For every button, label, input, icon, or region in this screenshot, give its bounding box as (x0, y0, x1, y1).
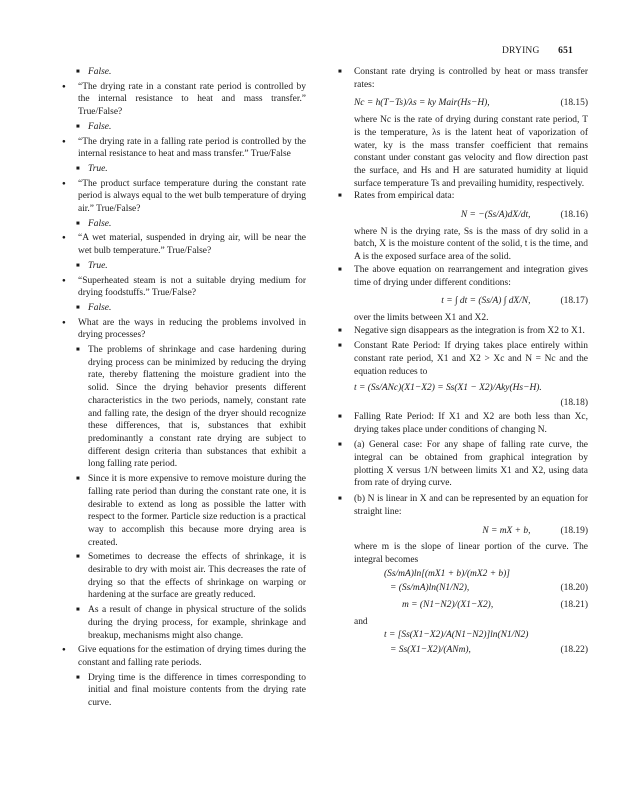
paragraph: over the limits between X1 and X2. (354, 312, 489, 323)
equation-text: t = ∫ dt = (Ss/A) ∫ dX/N, (441, 296, 531, 307)
right-column (341, 66, 588, 658)
equation-18-15 (354, 94, 588, 114)
equation-number: (18.19) (560, 525, 588, 536)
equation-number: (18.22) (560, 645, 588, 656)
equation-text: Nc = h(T−Ts)/λs = ky Mair(Hs−H), (354, 98, 490, 109)
bullet-item: ■ Negative sign disappears as the integration is from X2 to X1. (338, 325, 588, 338)
question: ● What are the ways in reducing the problems involved in drying processes? (62, 317, 306, 342)
question: ● “The drying rate in a falling rate period is controlled by the internal resistance to heat and mass transfer.” True/False (62, 136, 306, 161)
page-header (502, 46, 573, 56)
equation-number: (18.16) (560, 210, 588, 221)
answer: ■ False. (76, 302, 306, 315)
equation-18-20 (354, 581, 588, 596)
question: ● “A wet material, suspended in drying air, will be near the wet bulb temperature.” True/False? (62, 232, 306, 257)
equation-text: = Ss(X1−X2)/(ANm), (390, 645, 471, 656)
bullet-item: ■ (b) N is linear in X and can be represented by an equation for straight line: (338, 493, 588, 518)
equation-18-16 (354, 206, 588, 226)
question: ● “The drying rate in a constant rate period is controlled by the internal resistance to heat and mass transfer.” True/False? (62, 81, 306, 119)
equation-18-19 (354, 522, 588, 542)
bullet-item: ■ Rates from empirical data: (338, 190, 588, 203)
bullet-item: ■ Falling Rate Period: If X1 and X2 are both less than Xc, drying takes place under conditions of changing N. (338, 411, 588, 436)
section-title: DRYING (501, 46, 540, 56)
equation-18-18-number (354, 396, 588, 411)
equation-number: (18.15) (560, 98, 588, 109)
equation-number: (18.18) (560, 398, 588, 409)
page-number: 651 (558, 46, 573, 56)
bullet-item: ■ Constant rate drying is controlled by heat or mass transfer rates: (338, 66, 588, 91)
bullet-item: ■ (a) General case: For any shape of falling rate curve, the integral can be obtained from graphical integration by plotting X versus 1/N between limits X1 and X2, using data from rate of drying curve. (338, 439, 588, 490)
equation-text: t = (Ss/ANc)(X1−X2) = Ss(X1 − X2)/Aky(Hs−H). (354, 383, 542, 394)
equation-18-22-line1 (354, 628, 588, 643)
equation-text: m = (N1−N2)/(X1−X2), (402, 600, 494, 611)
equation-18-18 (354, 381, 588, 396)
answer: ■ True. (76, 260, 306, 273)
connector-text: and (354, 616, 368, 627)
question: ● Give equations for the estimation of drying times during the constant and falling rate periods. (62, 644, 306, 669)
answer: ■ Drying time is the difference in times corresponding to initial and final moisture contents from the drying rate curve. (76, 672, 306, 710)
answer: ■ False. (76, 66, 306, 79)
equation-text: (Ss/mA)ln[(mX1 + b)/(mX2 + b)] (384, 568, 510, 579)
answer: ■ False. (76, 218, 306, 231)
answer: ■ True. (76, 163, 306, 176)
equation-18-20-line1 (354, 567, 588, 582)
answer: ■ Sometimes to decrease the effects of shrinkage, it is desirable to dry with moist air. This decreases the rate of drying so that the effects of shrinkage on warping or hardening at the surface are greatly reduced. (76, 551, 306, 602)
equation-number: (18.20) (560, 583, 588, 594)
answer: ■ False. (76, 121, 306, 134)
answer: ■ The problems of shrinkage and case hardening during drying process can be minimized by reducing the drying rate, thereby flattening the moisture gradient into the solid. Since the drying behavior presents different characteristics in the two periods, namely, constant rate and falling rate, the design of the dryer should recognize these differences, that is, substances that exhibit predominantly a constant rate drying are subject to different design criteria than substances that exhibit a long falling rate period. (76, 344, 306, 471)
equation-text: = (Ss/mA)ln(N1/N2), (390, 583, 470, 594)
answer: ■ As a result of change in physical structure of the solids during the drying process, for example, shrinkage and breakup, mechanisms might also change. (76, 604, 306, 642)
bullet-item: ■ Constant Rate Period: If drying takes place entirely within constant rate period, X1 and X2 > Xc and N = Nc and the equation reduces to (338, 340, 588, 378)
equation-number: (18.17) (560, 296, 588, 307)
equation-text: N = mX + b, (482, 525, 531, 536)
equation-text: t = [Ss(X1−X2)/A(N1−N2)]ln(N1/N2) (384, 630, 529, 641)
paragraph: where N is the drying rate, Ss is the mass of dry solid in a batch, X is the moisture content of the solid, t is the time, and A is the exposed surface area of the solid. (354, 226, 588, 263)
answer: ■ Since it is more expensive to remove moisture during the falling rate period than during the constant rate one, it is desirable to extend as long as possible the latter with respect to the former. Particle size reduction is a practical way to accomplish this because more drying area is created. (76, 473, 306, 549)
equation-18-17 (354, 292, 588, 312)
question: ● “The product surface temperature during the constant rate period is always equal to the wet bulb temperature of drying air.” True/False? (62, 178, 306, 216)
equation-number: (18.21) (560, 600, 588, 611)
left-column (62, 66, 306, 712)
equation-text: N = −(Ss/A)dX/dt, (460, 210, 531, 221)
equation-18-22 (354, 643, 588, 658)
equation-18-21 (354, 596, 588, 616)
paragraph: where m is the slope of linear portion of the curve. The integral becomes (354, 542, 588, 565)
paragraph: where Nc is the rate of drying during constant rate period, T is the temperature, λs is the latent heat of vaporization of water, ky is the mass transfer coefficient that remains constant under constant gas velocity and flow direction past the surface, and Hs and H are saturated humidity at liquid surface temperature Ts and prevailing humidity, respectively. (354, 115, 588, 189)
question: ● “Superheated steam is not a suitable drying medium for drying foodstuffs.” True/False? (62, 275, 306, 300)
bullet-item: ■ The above equation on rearrangement and integration gives time of drying under different conditions: (338, 264, 588, 289)
